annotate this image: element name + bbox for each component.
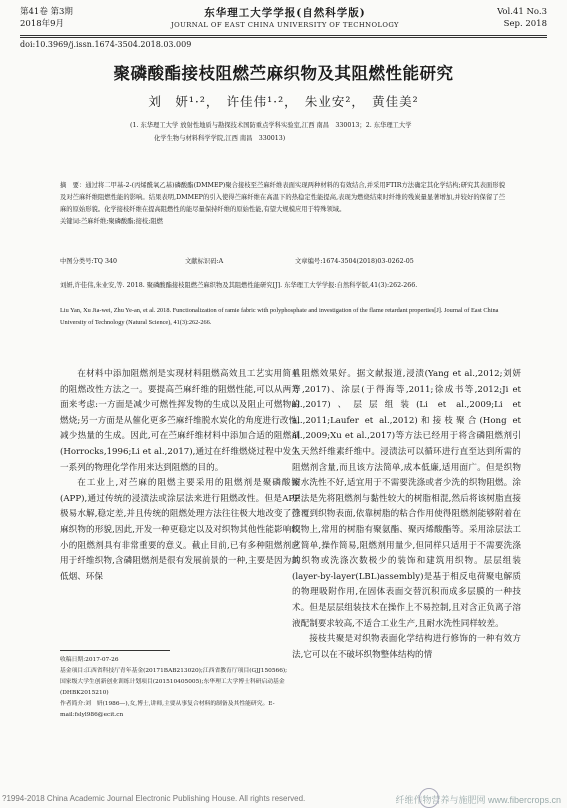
clc-number: 中图分类号:TQ 340 bbox=[60, 258, 117, 265]
citation-en: Liu Yan, Xu Jia-wei, Zhu Ye-an, et al. 2018. Functionalization of ramie fabric with polyphosphate and investigation of the flame retardant properties[J]. Journal of East China University of Technology (Natural Science), 41(3):262-266. bbox=[60, 307, 499, 326]
citation-cn: 刘妍,许佳伟,朱业安,等. 2018. 聚磷酸酯接枝阻燃苎麻织物及其阻燃性能研究[J]. 东华理工大学学报:自然科学版,41(3):262-266. bbox=[60, 282, 418, 289]
header-volume-info-en bbox=[497, 6, 547, 30]
header-divider bbox=[20, 35, 547, 38]
footnote-funding: 基金项目:江西省科技厅青年基金(20171BAB213020);江西省教育厅项目(GJJ150566);国家级大学生创新创业训练计划项目(201510405005);东华理工大学博士科研启动基金(DHBK2015210) bbox=[60, 668, 288, 696]
body-paragraph: 且阻燃效果好。据文献报道,浸渍(Yang et al.,2012;刘妍等,2017)、涂层(于得海等,2011;徐成书等,2012;Ji et al.,2017)、层层组装(Li et al.,2009;Li et al.,2011;Laufer et al.,2012)和接枝聚合(Hong et al.,2009;Xu et al.,2017)等方法已经用于将含磷阻燃剂引入天然纤维素纤维中。浸渍法可以循环进行直至达到所需的阻燃剂含量,而且该方法简单,成本低廉,适用面广。但是织物耐水洗性不好,适宜用于不需要洗涤或者少洗的织物阻燃。涂层法是先将阻燃剂与黏性较大的树脂相混,然后将该树脂直接涂覆到织物表面,依靠树脂的粘合作用使得阻燃剂能够附着在织物上,常用的树脂有聚氨酯、聚丙烯酸酯等。采用涂层法工艺简单,操作简易,阻燃剂用量少,但同样只适用于不需要洗涤的织物或洗涤次数极少的装饰和建筑用织物。层层组装(layer-by-layer(LBL)assembly)是基于相反电荷聚电解质的物理吸附作用,在固体表面交替沉积而成多层膜的一种技术。但是层层组装技术在操作上不易控制,且对含正负离子溶液配制要求较高,不适合工业生产,且耐水洗性同样较差。 bbox=[292, 369, 521, 629]
copyright-notice: ?1994-2018 China Academic Journal Electronic Publishing House. All rights reserved. bbox=[2, 794, 306, 803]
journal-title-cn: 东华理工大学学报(自然科学版) bbox=[204, 7, 366, 19]
affiliations bbox=[130, 119, 460, 145]
keywords: 关键词:苎麻纤维;聚磷酸酯;接枝;阻燃 bbox=[60, 218, 163, 225]
body-column-right bbox=[292, 367, 521, 663]
volume-issue-en: Vol.41 No.3 bbox=[497, 7, 547, 17]
date-cn: 2018年9月 bbox=[20, 19, 65, 29]
document-code: 文献标识码:A bbox=[185, 258, 224, 265]
article-number: 文章编号:1674-3504(2018)03-0262-05 bbox=[295, 258, 414, 265]
page-footer bbox=[0, 792, 567, 808]
affiliation-line: 化学生物与材料科学学院,江西 南昌 330013) bbox=[154, 135, 286, 142]
abstract-text: 摘 要：通过将二甲基-2-(丙烯酰氧乙基)磷酸酯(DMMEP)聚合接枝至苎麻纤维表面实现两种材料的有效结合,并采用FTIR方法确定其化学结构;研究其表面形貌及对苎麻纤维阻燃性能的影响。结果表明,DMMEP的引入使得苎麻纤维在高温下的热稳定性能提高,表现为燃烧结束时纤维的残炭量显著增加,并较好的保留了苎麻的原始形貌。化学接枝纤维在提高阻燃性的能尽量保持纤维的原始性能,有望大规模应用于特殊领域。 bbox=[60, 182, 505, 213]
volume-issue-cn: 第41卷 第3期 bbox=[20, 7, 73, 17]
paper-title: 聚磷酸酯接枝阻燃苎麻织物及其阻燃性能研究 bbox=[113, 64, 454, 83]
watermark-logo-icon bbox=[419, 788, 439, 808]
watermark-text: 纤维作物营养与施肥网 www.fibercrops.cn bbox=[395, 795, 561, 805]
affiliation-line: (1. 东华理工大学 放射性地质与勘探技术国防重点学科实验室,江西 南昌 330013；2. 东华理工大学 bbox=[130, 122, 412, 129]
journal-header bbox=[150, 6, 420, 30]
body-paragraph: 在工业上,对苎麻的阻燃主要采用的阻燃剂是聚磷酸铵(APP),通过传统的浸渍法或涂层法来进行阻燃改性。但是APP极易水解,稳定差,并且传统的阻燃处理方法往往极大地改变了苎麻织物的形貌,因此,开发一种更稳定以及对织物其他性能影响较小的阻燃剂具有非常重要的意义。截止目前,已有多种阻燃剂应用于纤维织物,含磷阻燃剂是很有发展前景的一种,主要是因为其低烟、环保 bbox=[60, 478, 300, 582]
author-list: 刘 妍¹·²， 许佳伟¹·²， 朱业安²， 黄佳美² bbox=[148, 94, 419, 109]
body-paragraph: 在材料中添加阻燃剂是实现材料阻燃高效且工艺实用简单的阻燃改性方法之一。要提高苎麻纤维的阻燃性能,可以从两方面来考虑:一方面是减少可燃性挥发物的生成以及阻止可燃物的燃烧;另一方面是从催化更多苎麻纤维脱水炭化的角度进行改性,减少热量的生成。因此,可在苎麻纤维材料中添加合适的阻燃剂(Horrocks,1996;Li et al.,2017),通过在纤维燃烧过程中发生一系列的物理化学作用来达到阻燃的目的。 bbox=[60, 369, 300, 473]
footnote-author: 作者简介:刘 妍(1986—),女,博士,讲师,主要从事复合材料的制备及其性能研究。E-mail:fslyl986@ecit.cn bbox=[60, 701, 275, 718]
body-column-left bbox=[60, 367, 300, 585]
journal-title-en: JOURNAL OF EAST CHINA UNIVERSITY OF TECHNOLOGY bbox=[171, 21, 399, 29]
footnote-received: 收稿日期:2017-07-26 bbox=[60, 657, 119, 663]
body-paragraph: 接枝共聚是对织物表面化学结构进行修饰的一种有效方法,它可以在不破坏织物整体结构的情 bbox=[292, 634, 521, 660]
abstract-block bbox=[60, 180, 505, 228]
date-en: Sep. 2018 bbox=[503, 19, 547, 29]
footnote-divider bbox=[60, 650, 170, 651]
header-volume-info bbox=[20, 6, 73, 30]
doi: doi:10.3969/j.issn.1674-3504.2018.03.009 bbox=[20, 40, 192, 49]
footnotes bbox=[60, 655, 290, 721]
